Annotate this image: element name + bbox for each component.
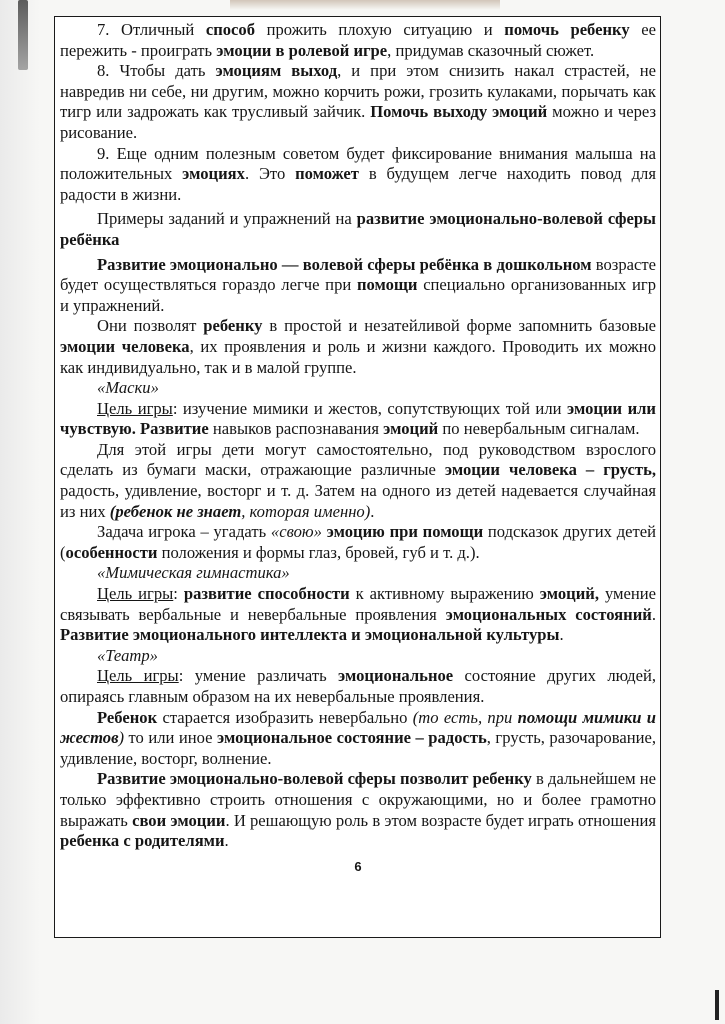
text-run: то или иное [124, 728, 217, 748]
text-run: 8. Чтобы дать [97, 61, 216, 81]
text-run: специально организованных игр и упражнений. [60, 275, 656, 315]
emphasis-text: помощи [356, 275, 418, 295]
page-number: 6 [354, 858, 362, 874]
emphasis-text: Развитие эмоционально — волевой сферы ребёнка в дошкольном [97, 254, 592, 274]
text-run: , и при этом снизить накал страстей, не навредив ни себе, ни другим, можно корчить рожи, грозить кулаками, порычать как тигр или задрожать как трусливый зайчик. [60, 61, 656, 122]
emphasis-text: способ [205, 20, 256, 39]
text-run: можно и через рисование. [60, 102, 657, 142]
emphasis-text: помочь ребенку [504, 20, 630, 39]
emphasis-text: эмоции в ролевой игре [216, 40, 388, 60]
text-run: : умение различать [178, 666, 339, 686]
goal-label: Цель игры [97, 398, 173, 418]
game-title-theatre-title [60, 646, 656, 667]
text-run: , которая именно) [241, 501, 371, 521]
emphasis-text: Помочь выходу эмоций [370, 102, 548, 122]
text-run: Задача игрока – угадать [97, 522, 271, 542]
text-run: (то есть, при [412, 707, 518, 727]
text-run: ее пережить - проиграть [60, 20, 656, 60]
text-run: . [651, 604, 656, 624]
text-run: старается изобразить невербально [157, 707, 413, 727]
emphasis-text: эмоций, [539, 584, 600, 604]
text-run: , придумав сказочный сюжет. [387, 40, 595, 60]
paragraph-conclusion [60, 769, 656, 851]
paragraph-p7 [60, 20, 656, 61]
text-run: «Маски» [97, 378, 159, 398]
paragraph-masks-desc [60, 440, 656, 522]
emphasis-text: помощи мимики и жестов [60, 707, 656, 748]
text-run: подсказок других детей ( [60, 522, 656, 562]
emphasis-text: Развитие эмоционального интеллекта и эмоциональной культуры [60, 625, 560, 645]
text-run: прожить плохую ситуацию и [255, 20, 505, 39]
text-run: 9. Еще одним полезным советом будет фиксирование внимания малыша на положительных [60, 143, 656, 184]
text-run: «Театр» [97, 645, 158, 665]
text-run: состояние других людей, опираясь главным образом на их невербальные проявления. [60, 666, 656, 706]
text-run: Примеры заданий и упражнений на [97, 209, 357, 229]
text-run: «Мимическая гимнастика» [97, 563, 290, 583]
text-run: . Это [244, 164, 296, 184]
emphasis-text: свои эмоции [132, 810, 226, 830]
paragraph-theatre-goal [60, 666, 656, 707]
paragraph-theatre-desc [60, 708, 656, 770]
paragraph-p8 [60, 61, 656, 143]
text-run: 7. Отличный [97, 20, 206, 39]
emphasis-text: поможет [295, 164, 359, 184]
text-run: «свою» [270, 522, 322, 542]
goal-label: Цель игры [97, 584, 174, 604]
scan-shadow [0, 0, 40, 1024]
text-run: возрасте будет осуществляться гораздо легче при [60, 254, 656, 295]
text-run: : [173, 584, 184, 604]
emphasis-text: эмоций [383, 419, 439, 439]
text-run: ) [118, 728, 125, 748]
emphasis-text: эмоциях [182, 164, 245, 184]
text-run: . [370, 501, 375, 521]
text-run: в будущем легче находить повод для радости в жизни. [60, 164, 656, 204]
text-run: по невербальным сигналам. [438, 419, 640, 439]
text-run: умение связывать вербальные и невербальные проявления [60, 584, 657, 624]
paragraph-they-allow [60, 316, 656, 378]
text-run: . [559, 625, 564, 645]
text-run: Они позволят [97, 316, 204, 336]
document-paragraphs [60, 20, 656, 852]
text-run: , их проявления и роль и жизни каждого. Проводить их можно как индивидуально, так и в малой группе. [60, 336, 656, 377]
text-run: . [224, 831, 229, 851]
text-run: радость, удивление, восторг и т. д. Затем на одного из детей надевается случайная из них [60, 481, 656, 521]
text-run: к активному выражению [349, 584, 540, 604]
emphasis-text: ребенку [203, 316, 263, 336]
paragraph-masks-goal [60, 399, 656, 440]
text-run: навыков распознавания [208, 419, 384, 439]
emphasis-text: эмоциям выход [215, 61, 338, 81]
goal-label: Цель игры [97, 666, 179, 686]
emphasis-text: эмоции человека – грусть, [444, 460, 656, 480]
scan-artifact-top [230, 0, 500, 10]
text-run: в простой и незатейливой форме запомнить базовые [262, 316, 656, 336]
emphasis-text: развитие эмоционально-волевой сферы ребёнка [60, 209, 657, 249]
document-body [60, 20, 656, 876]
text-run: . И решающую роль в этом возрасте будет играть отношения [225, 810, 656, 830]
paragraph-preschool [60, 255, 656, 317]
scan-artifact-right [715, 990, 719, 1020]
text-run: : изучение мимики и жестов, сопутствующих той или [172, 398, 567, 418]
emphasis-text: Развитие эмоционально-волевой сферы позволит ребенку [97, 769, 532, 789]
emphasis-text: эмоциональное [338, 666, 454, 686]
emphasis-text: эмоциональных состояний [445, 604, 652, 624]
text-run: , грусть, разочарование, удивление, восторг, волнение. [60, 728, 656, 768]
text-run: положения и формы глаз, бровей, губ и т. д.). [157, 542, 480, 562]
emphasis-text: эмоции человека [60, 336, 190, 356]
binder-clip-shadow [18, 0, 28, 70]
paragraph-mimic-goal [60, 584, 656, 646]
paragraph-masks-task [60, 522, 656, 563]
emphasis-text: эмоции или чувствую. Развитие [60, 398, 656, 439]
emphasis-text: развитие способности [183, 584, 350, 604]
game-title-mimic-title [60, 563, 656, 584]
emphasis-text: особенности [65, 542, 158, 562]
game-title-masks-title [60, 378, 656, 399]
emphasis-text: Ребенок [97, 707, 158, 727]
paragraph-p9 [60, 144, 656, 206]
text-run: Для этой игры дети могут самостоятельно, под руководством взрослого сделать из бумаги маски, отражающие различные [60, 439, 656, 480]
text-run: в дальнейшем не только эффективно строить отношения с окружающими, но и более грамотно выражать [60, 769, 656, 830]
emphasis-text: ребенка с родителями [60, 831, 225, 851]
emphasis-text: (ребенок не знает [109, 501, 242, 521]
emphasis-text: эмоциональное состояние – радость [216, 728, 487, 748]
paragraph-examples [60, 209, 656, 250]
emphasis-text: эмоцию при помощи [326, 522, 484, 542]
